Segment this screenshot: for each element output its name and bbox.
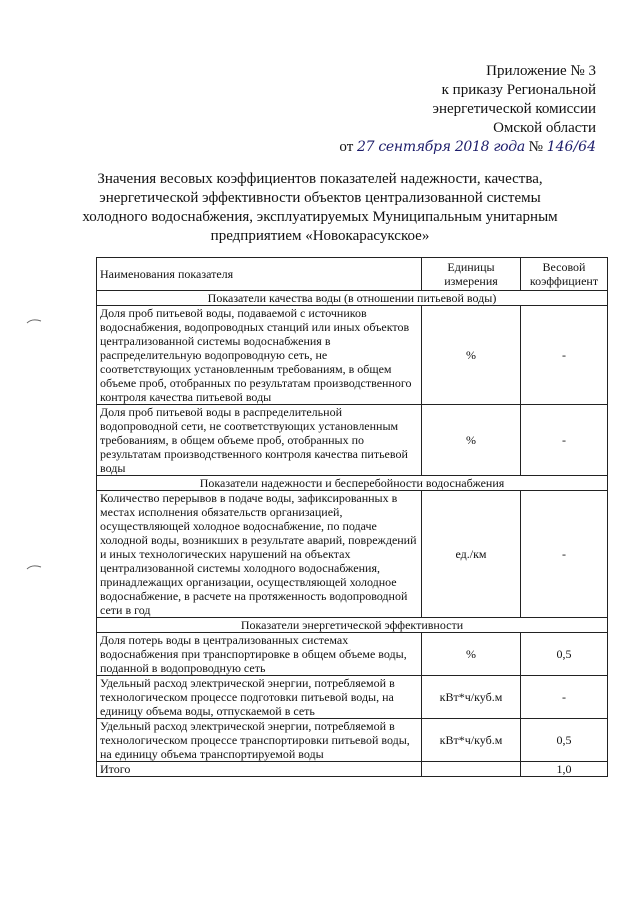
table-row <box>97 719 608 762</box>
margin-scan-mark <box>26 562 42 572</box>
appendix-commission: энергетической комиссии <box>432 101 596 117</box>
unit-cell: кВт*ч/куб.м <box>422 676 521 719</box>
order-date: 27 сентября 2018 года <box>357 139 525 155</box>
title-line-4: предприятием «Новокарасукское» <box>210 228 430 244</box>
weight-cell: 1,0 <box>521 762 608 777</box>
section-title: Показатели надежности и бесперебойности водоснабжения <box>97 476 608 491</box>
margin-scan-mark <box>26 316 42 326</box>
unit-cell: % <box>422 306 521 405</box>
weight-cell: - <box>521 676 608 719</box>
title-line-1: Значения весовых коэффициентов показателей надежности, качества, <box>97 171 543 187</box>
unit-cell <box>422 762 521 777</box>
section-header-row <box>97 291 608 306</box>
table-row <box>97 633 608 676</box>
table-row <box>97 306 608 405</box>
table-header-row <box>97 258 608 291</box>
appendix-order-ref: к приказу Региональной <box>441 82 596 98</box>
section-title: Показатели энергетической эффективности <box>97 618 608 633</box>
header-weight: Весовой коэффициент <box>521 258 608 291</box>
order-prefix: от <box>339 139 354 155</box>
coefficients-table <box>96 257 608 777</box>
table-row <box>97 405 608 476</box>
title-line-3: холодного водоснабжения, эксплуатируемых Муниципальным унитарным <box>82 209 558 225</box>
table-body <box>97 291 608 777</box>
indicator-name-cell: Доля потерь воды в централизованных системах водоснабжения при транспортировке в общем объеме воды, поданной в водопроводную сеть <box>97 633 422 676</box>
title-line-2: энергетической эффективности объектов централизованной системы <box>99 190 541 206</box>
section-title: Показатели качества воды (в отношении питьевой воды) <box>97 291 608 306</box>
table-row <box>97 491 608 618</box>
unit-cell: кВт*ч/куб.м <box>422 719 521 762</box>
weight-cell: 0,5 <box>521 719 608 762</box>
weight-cell: 0,5 <box>521 633 608 676</box>
order-line <box>339 138 596 157</box>
table-row <box>97 676 608 719</box>
indicator-name-cell: Доля проб питьевой воды, подаваемой с источников водоснабжения, водопроводных станций или иных объектов централизованной системы водоснабжения в распределительную водопроводную сеть, не соответствующих установленным требованиям, в общем объеме проб, отобранных по результатам производственного контроля качества питьевой воды <box>97 306 422 405</box>
order-number: 146/64 <box>546 139 596 155</box>
unit-cell: ед./км <box>422 491 521 618</box>
header-unit: Единицы измерения <box>422 258 521 291</box>
indicator-name-cell: Количество перерывов в подаче воды, зафиксированных в местах исполнения обязательств организацией, осуществляющей холодное водоснабжение, по подаче холодной воды, возникших в результате аварий, повреждений и иных технологических нарушений на объектах централизованной системы холодного водоснабжения, принадлежащих организации, осуществляющей холодное водоснабжение, в расчете на протяженность водопроводной сети в год <box>97 491 422 618</box>
section-header-row <box>97 476 608 491</box>
section-header-row <box>97 618 608 633</box>
weight-cell: - <box>521 405 608 476</box>
document-title <box>40 170 600 246</box>
unit-cell: % <box>422 633 521 676</box>
unit-cell: % <box>422 405 521 476</box>
indicator-name-cell: Удельный расход электрической энергии, потребляемой в технологическом процессе транспортировки питьевой воды, на единицу объема транспортируемой воды <box>97 719 422 762</box>
header-name: Наименования показателя <box>97 258 422 291</box>
indicator-name-cell: Итого <box>97 762 422 777</box>
indicator-name-cell: Доля проб питьевой воды в распределительной водопроводной сети, не соответствующих установленным требованиям, в общем объеме проб, отобранных по результатам производственного контроля качества питьевой воды <box>97 405 422 476</box>
appendix-region: Омской области <box>493 120 596 136</box>
appendix-header <box>339 62 596 157</box>
appendix-number: Приложение № 3 <box>486 63 596 79</box>
total-row <box>97 762 608 777</box>
indicator-name-cell: Удельный расход электрической энергии, потребляемой в технологическом процессе подготовки питьевой воды, на единицу объема воды, отпускаемой в сеть <box>97 676 422 719</box>
order-number-label: № <box>528 139 543 155</box>
weight-cell: - <box>521 491 608 618</box>
weight-cell: - <box>521 306 608 405</box>
